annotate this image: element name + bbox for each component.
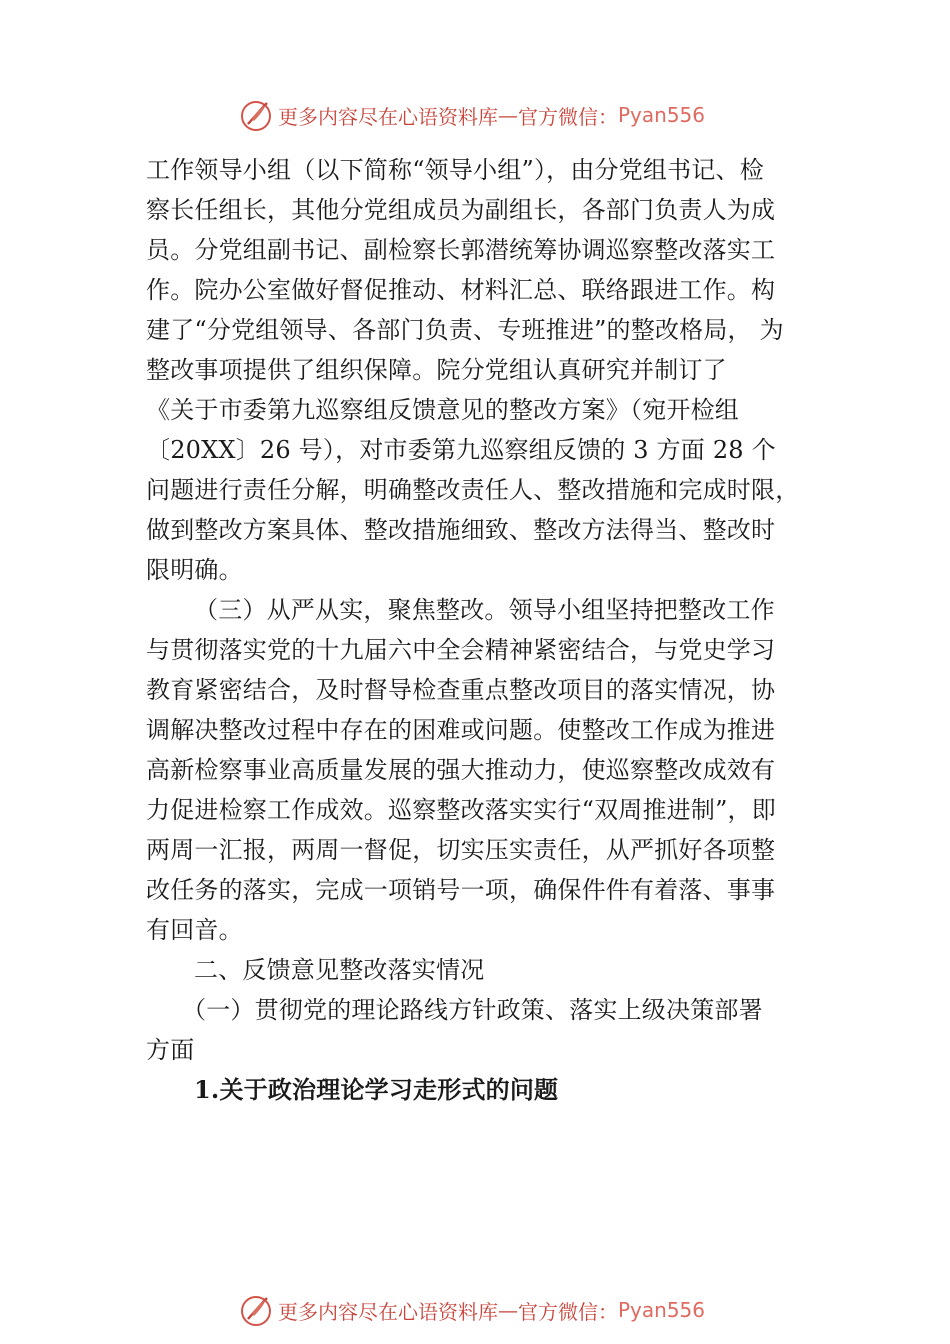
section-two-heading: 二、反馈意见整改落实情况 (194, 956, 485, 984)
subsection-one-heading: （一）贯彻党的理论路线方针政策、落实上级决策部署 (182, 996, 763, 1024)
body-line: 高新检察事业高质量发展的强大推动力，使巡察整改成效有 (146, 756, 776, 784)
body-line: 〔20XX〕26 号），对市委第九巡察组反馈的 3 方面 28 个 (146, 436, 776, 464)
banner-account: Pyan556 (618, 1298, 706, 1322)
body-line: 建了“分党组领导、各部门负责、专班推进”的整改格局， 为 (146, 316, 784, 344)
banner-main-text: 更多内容尽在心语资料库 (278, 1299, 498, 1324)
item-one-heading: 1.关于政治理论学习走形式的问题 (194, 1075, 559, 1104)
body-line: 做到整改方案具体、整改措施细致、整改方法得当、整改时 (146, 516, 776, 544)
subsection-one-heading-cont: 方面 (146, 1036, 195, 1064)
body-line: 整改事项提供了组织保障。院分党组认真研究并制订了 (146, 356, 727, 384)
body-line: 力促进检察工作成效。巡察整改落实实行“双周推进制”，即 (146, 796, 776, 824)
banner-dash: — (498, 1298, 518, 1322)
quill-logo-icon (238, 97, 274, 133)
body-line: 察长任组长，其他分党组成员为副组长，各部门负责人为成 (146, 196, 776, 224)
quill-logo-icon (238, 1292, 274, 1328)
banner-main-text: 更多内容尽在心语资料库 (278, 104, 498, 129)
banner-account: Pyan556 (618, 103, 706, 127)
banner-wechat-label: 官方微信： (518, 104, 618, 129)
body-line: 《关于市委第九巡察组反馈意见的整改方案》（宛开检组 (146, 396, 739, 424)
body-line: 作。院办公室做好督促推动、材料汇总、联络跟进工作。构 (146, 276, 776, 304)
body-line: 有回音。 (146, 916, 243, 944)
body-line: 调解决整改过程中存在的困难或问题。使整改工作成为推进 (146, 716, 776, 744)
header-watermark-banner (0, 95, 950, 135)
body-line: 两周一汇报，两周一督促，切实压实责任，从严抓好各项整 (146, 836, 776, 864)
body-line: 与贯彻落实党的十九届六中全会精神紧密结合，与党史学习 (146, 636, 776, 664)
body-line: 员。分党组副书记、副检察长郭潜统筹协调巡察整改落实工 (146, 236, 776, 264)
body-line: 教育紧密结合，及时督导检查重点整改项目的落实情况，协 (146, 676, 776, 704)
section-three-heading-line: （三）从严从实，聚焦整改。领导小组坚持把整改工作 (194, 596, 775, 624)
body-line: 工作领导小组（以下简称“领导小组”），由分党组书记、检 (146, 156, 764, 184)
banner-wechat-label: 官方微信： (518, 1299, 618, 1324)
body-line: 限明确。 (146, 556, 243, 584)
body-line: 问题进行责任分解，明确整改责任人、整改措施和完成时限， (146, 476, 800, 504)
document-body (146, 150, 816, 1110)
footer-watermark-banner (0, 1290, 950, 1330)
body-line: 改任务的落实，完成一项销号一项，确保件件有着落、事事 (146, 876, 776, 904)
banner-dash: — (498, 103, 518, 127)
